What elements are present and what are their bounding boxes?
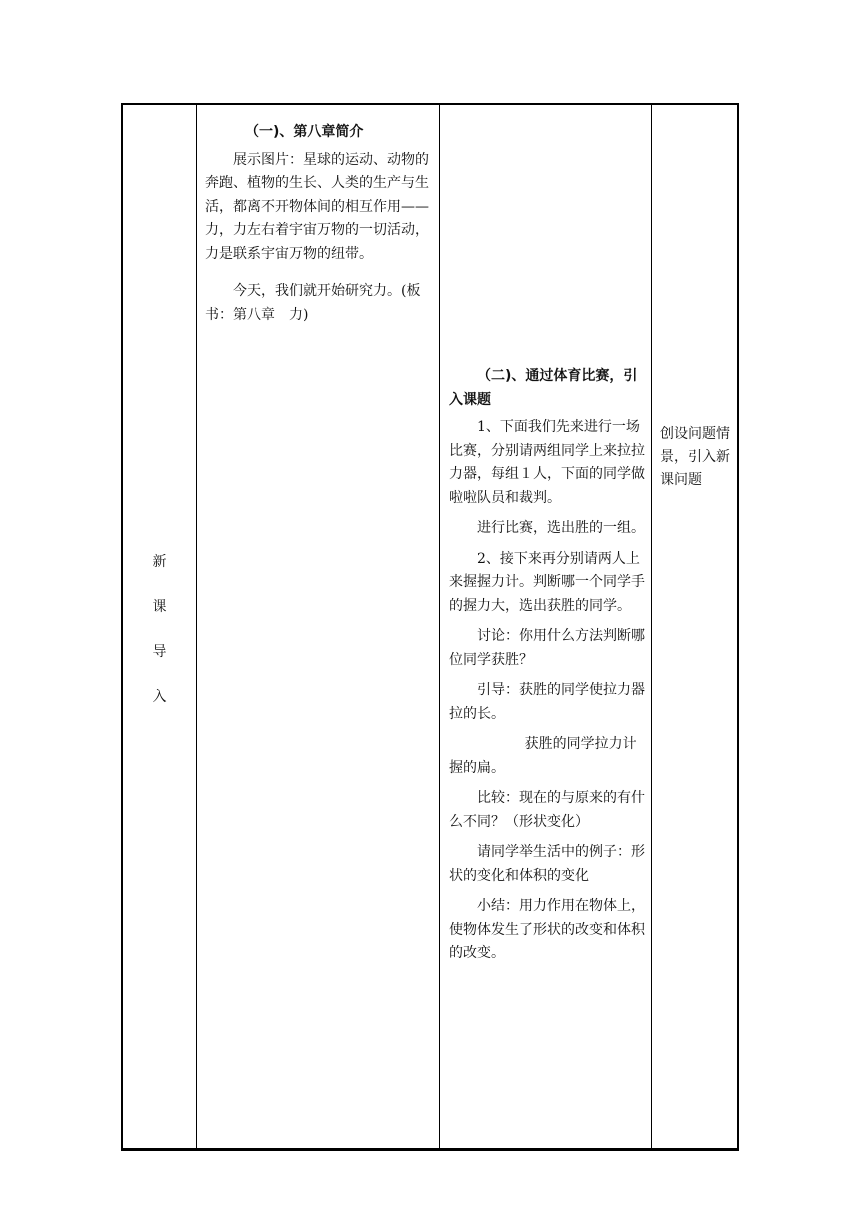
paragraph: 进行比赛，选出胜的一组。 <box>477 520 645 536</box>
row-label-char: 课 <box>152 599 167 615</box>
row-label-cell <box>123 105 196 1148</box>
paragraph: 小结：用力作用在物体上，使物体发生了形状的改变和体积的改变。 <box>449 898 645 961</box>
paragraph: 请同学举生活中的例子：形状的变化和体积的变化 <box>449 844 645 884</box>
student-activity-cell <box>441 105 651 1148</box>
paragraph: 展示图片：星球的运动、动物的奔跑、植物的生长、人类的生产与生活，都离不开物体间的相互作用——力，力左右着宇宙万物的一切活动，力是联系宇宙万物的纽带。 <box>205 151 429 262</box>
column-divider <box>439 105 440 1148</box>
row-label-char: 入 <box>152 689 167 705</box>
row-label-char: 导 <box>152 644 167 660</box>
row-label <box>123 553 196 733</box>
paragraph: 今天，我们就开始研究力。(板书：第八章 力) <box>205 283 421 323</box>
paragraph: 1、下面我们先来进行一场比赛，分别请两组同学上来拉拉力器，每组１人，下面的同学做啦啦队员和裁判。 <box>449 419 645 506</box>
paragraph: 2、接下来再分别请两人上来握握力计。判断哪一个同学手的握力大，选出获胜的同学。 <box>449 550 645 614</box>
section-heading: （二)、通过体育比赛，引入课题 <box>449 368 638 408</box>
design-intent-cell <box>652 105 739 1148</box>
section-heading: （一)、第八章简介 <box>245 124 364 140</box>
paragraph: 比较：现在的与原来的有什么不同？（形状变化） <box>449 790 645 830</box>
lesson-table <box>121 103 739 1151</box>
teacher-activity-cell <box>197 105 438 1148</box>
row-label-char: 新 <box>152 554 167 570</box>
paragraph: 引导：获胜的同学使拉力器拉的长。 <box>449 682 645 722</box>
paragraph: 获胜的同学拉力计握的扁。 <box>449 736 637 776</box>
design-intent-text: 创设问题情景，引入新课问题 <box>660 426 730 488</box>
paragraph: 讨论：你用什么方法判断哪位同学获胜？ <box>449 628 645 668</box>
